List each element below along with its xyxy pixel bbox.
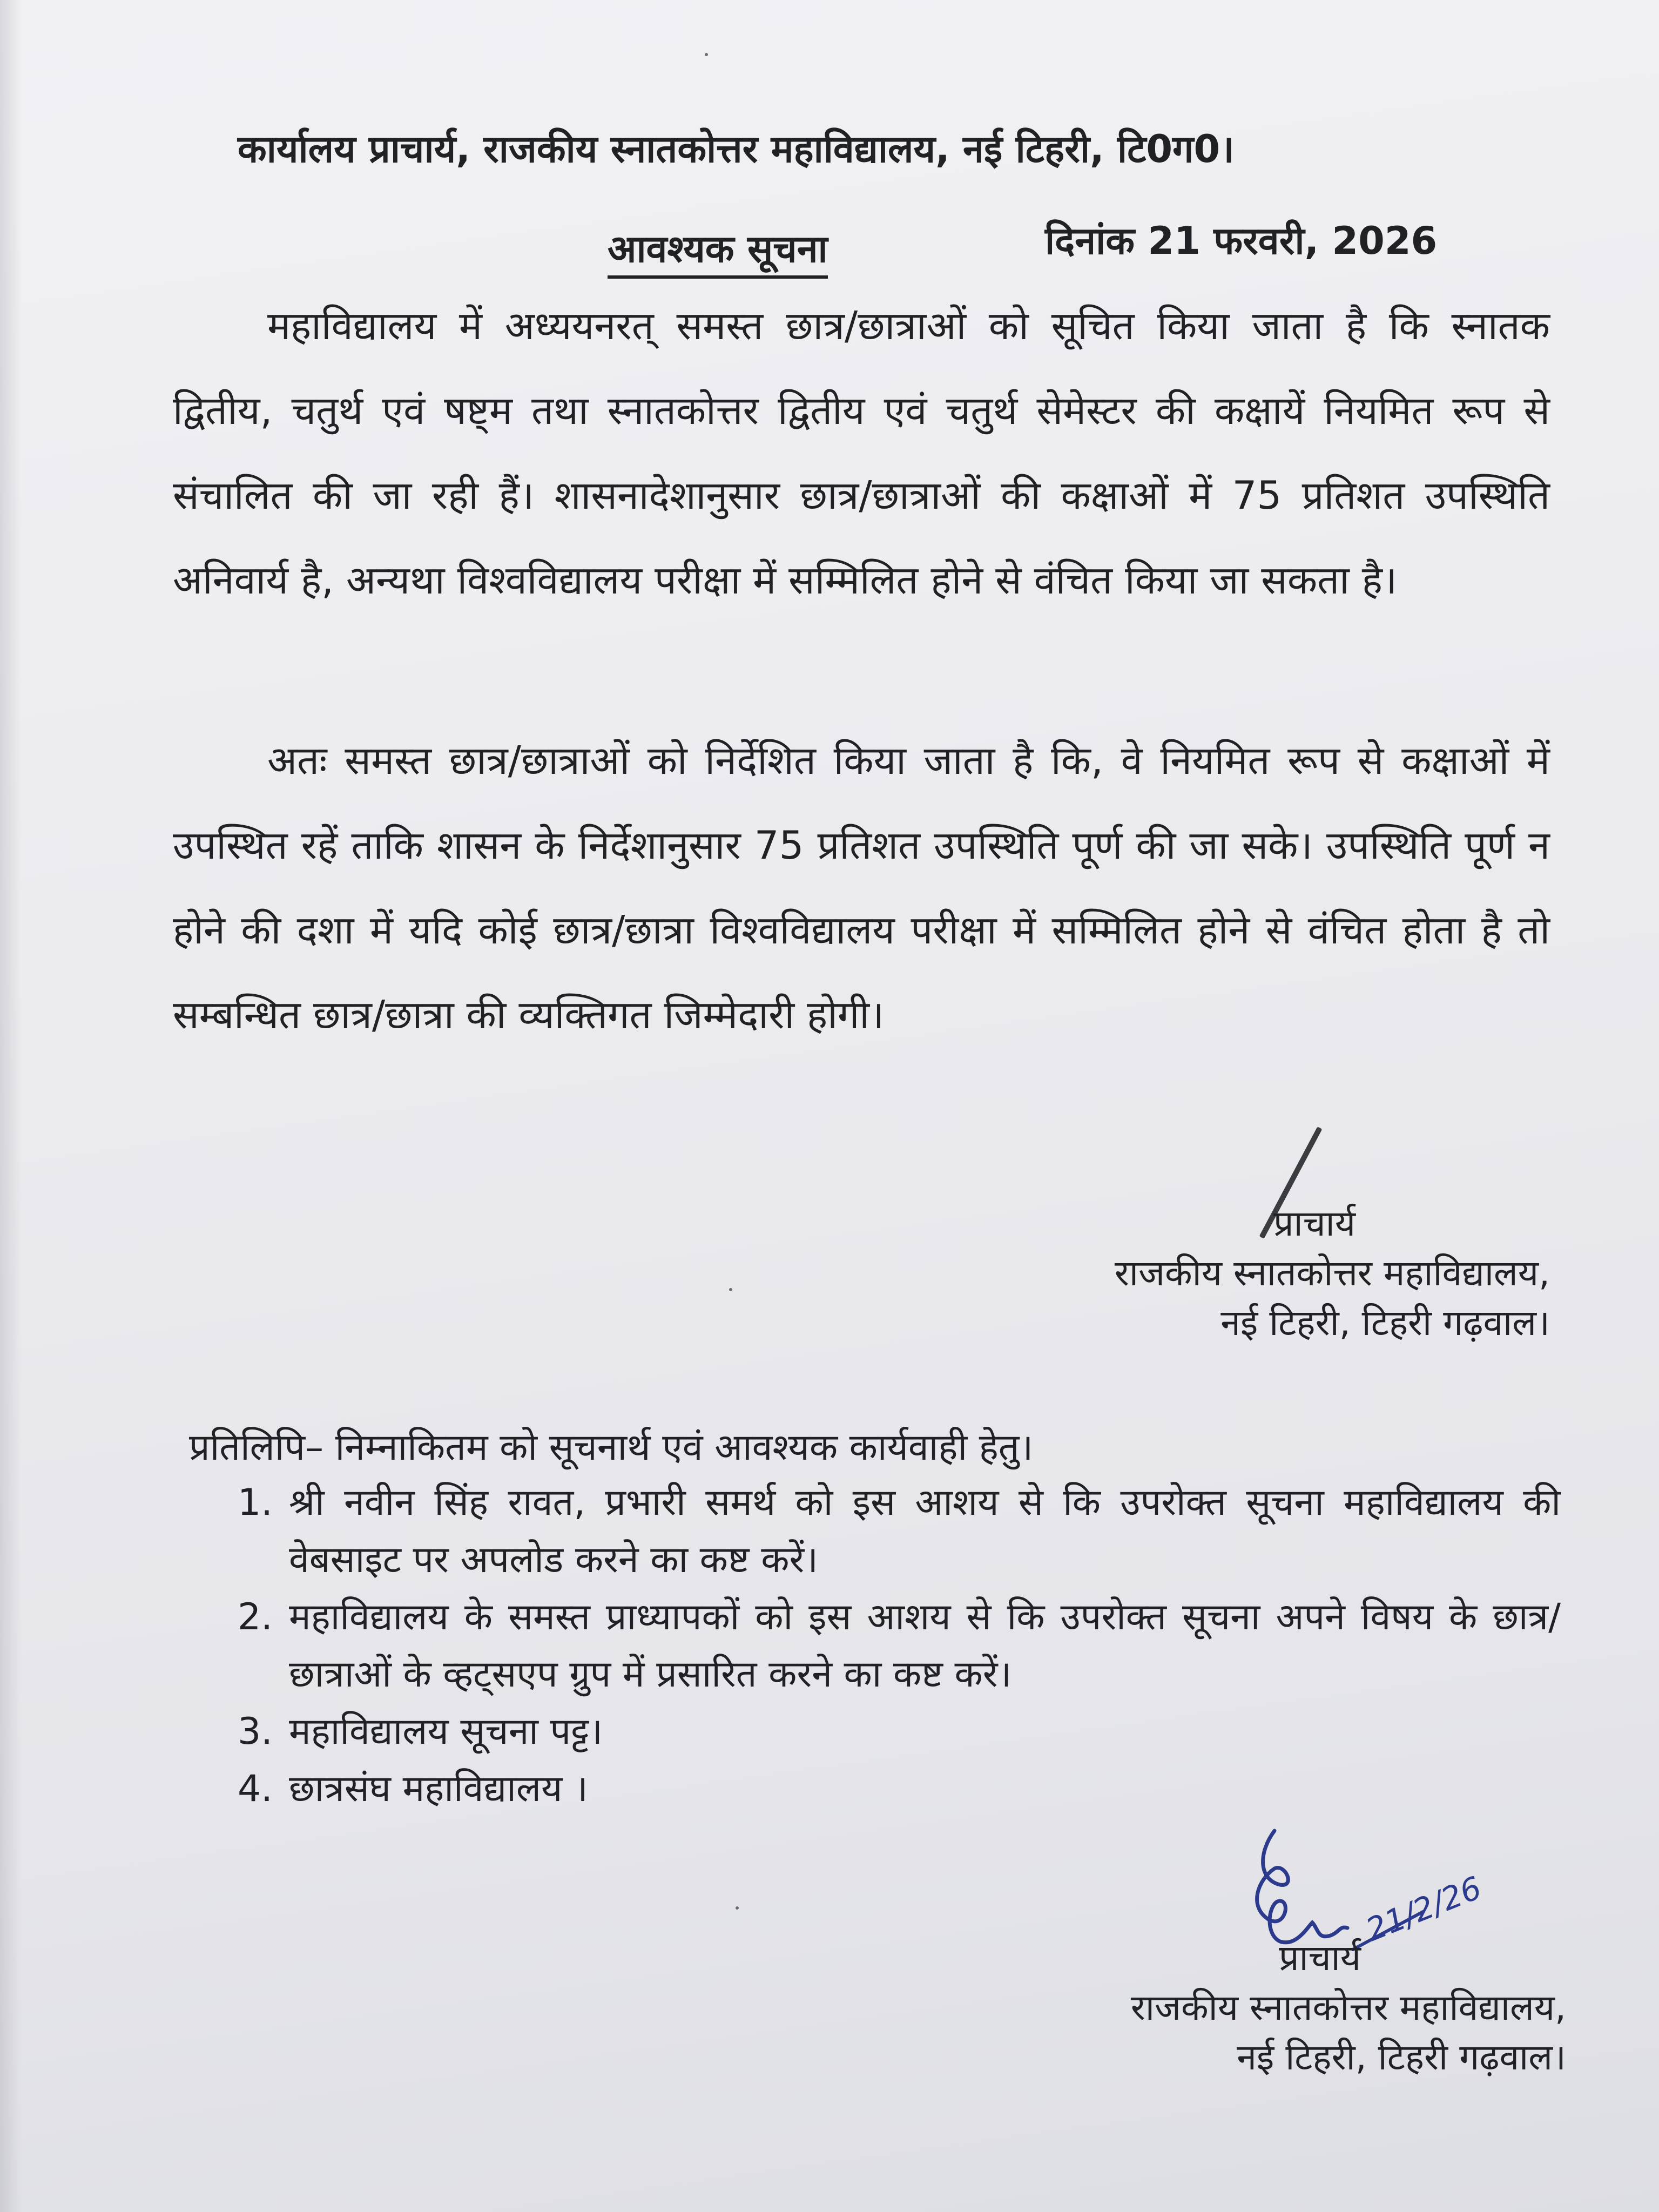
- signatory-location: नई टिहरी, टिहरी गढ़वाल।: [1237, 2036, 1566, 2078]
- notice-paragraph-1: महाविद्यालय में अध्ययनरत् समस्त छात्र/छात्राओं को सूचित किया जाता है कि स्नातक द्वितीय, चतुर्थ एवं षष्ट्म तथा स्नातकोत्तर द्वितीय एवं चतुर्थ सेमेस्टर की कक्षायें नियमित रूप से संचालित की जा रही हैं। शासनादेशानुसार छात्र/छात्राओं की कक्षाओं में 75 प्रतिशत उपस्थिति अनिवार्य है, अन्यथा विश्वविद्यालय परीक्षा में सम्मिलित होने से वंचित किया जा सकता है।: [173, 303, 1550, 603]
- copy-item-text: छात्रसंघ महाविद्यालय ।: [289, 1768, 588, 1810]
- signature-block-1: [956, 1199, 1550, 1348]
- copy-to-list: [238, 1474, 1561, 1818]
- paper-speck: [736, 1906, 739, 1910]
- copy-item-text: महाविद्यालय के समस्त प्राध्यापकों को इस आशय से कि उपरोक्त सूचना अपने विषय के छात्र/छात्राओं के व्हट्सएप ग्रुप में प्रसारित करने का कष्ट करें।: [289, 1596, 1561, 1696]
- notice-date: दिनांक 21 फरवरी, 2026: [1045, 219, 1438, 263]
- signatory-title: प्राचार्य: [1273, 1203, 1355, 1244]
- office-heading: कार्यालय प्राचार्य, राजकीय स्नातकोत्तर महाविद्यालय, नई टिहरी, टि0ग0।: [238, 127, 1235, 171]
- signatory-institution: राजकीय स्नातकोत्तर महाविद्यालय,: [1130, 1987, 1566, 2028]
- copy-item-3: [238, 1703, 1561, 1761]
- copy-item-1: [238, 1474, 1561, 1589]
- paper-edge-shadow: [0, 0, 22, 2212]
- copy-item-number: 3.: [238, 1710, 273, 1753]
- notice-paragraph-2: अतः समस्त छात्र/छात्राओं को निर्देशित किया जाता है कि, वे नियमित रूप से कक्षाओं में उपस्थित रहें ताकि शासन के निर्देशानुसार 75 प्रतिशत उपस्थिति पूर्ण की जा सके। उपस्थिति पूर्ण न होने की दशा में यदि कोई छात्र/छात्रा विश्वविद्यालय परीक्षा में सम्मिलित होने से वंचित होता है तो सम्बन्धित छात्र/छात्रा की व्यक्तिगत जिम्मेदारी होगी।: [173, 738, 1550, 1037]
- copy-item-number: 4.: [238, 1768, 273, 1810]
- copy-to-intro: प्रतिलिपि– निम्नाकितम को सूचनार्थ एवं आवश्यक कार्यवाही हेतु।: [189, 1426, 1034, 1469]
- paper-speck: [705, 53, 708, 56]
- handwritten-date: 21/2/26: [1360, 1869, 1487, 1948]
- copy-item-number: 1.: [238, 1481, 273, 1524]
- signature-block-2: [972, 1933, 1566, 2082]
- signatory-title: प्राचार्य: [1279, 1937, 1361, 1979]
- copy-item-text: श्री नवीन सिंह रावत, प्रभारी समर्थ को इस आशय से कि उपरोक्त सूचना महाविद्यालय की वेबसाइट पर अपलोड करने का कष्ट करें।: [289, 1481, 1561, 1581]
- copy-item-4: [238, 1761, 1561, 1818]
- signatory-institution: राजकीय स्नातकोत्तर महाविद्यालय,: [1114, 1252, 1550, 1294]
- notice-subject: आवश्यक सूचना: [608, 221, 828, 279]
- signatory-location: नई टिहरी, टिहरी गढ़वाल।: [1220, 1302, 1550, 1344]
- copy-item-2: [238, 1589, 1561, 1703]
- copy-item-text: महाविद्यालय सूचना पट्ट।: [289, 1710, 603, 1753]
- paper-speck: [729, 1288, 732, 1291]
- copy-item-number: 2.: [238, 1596, 273, 1638]
